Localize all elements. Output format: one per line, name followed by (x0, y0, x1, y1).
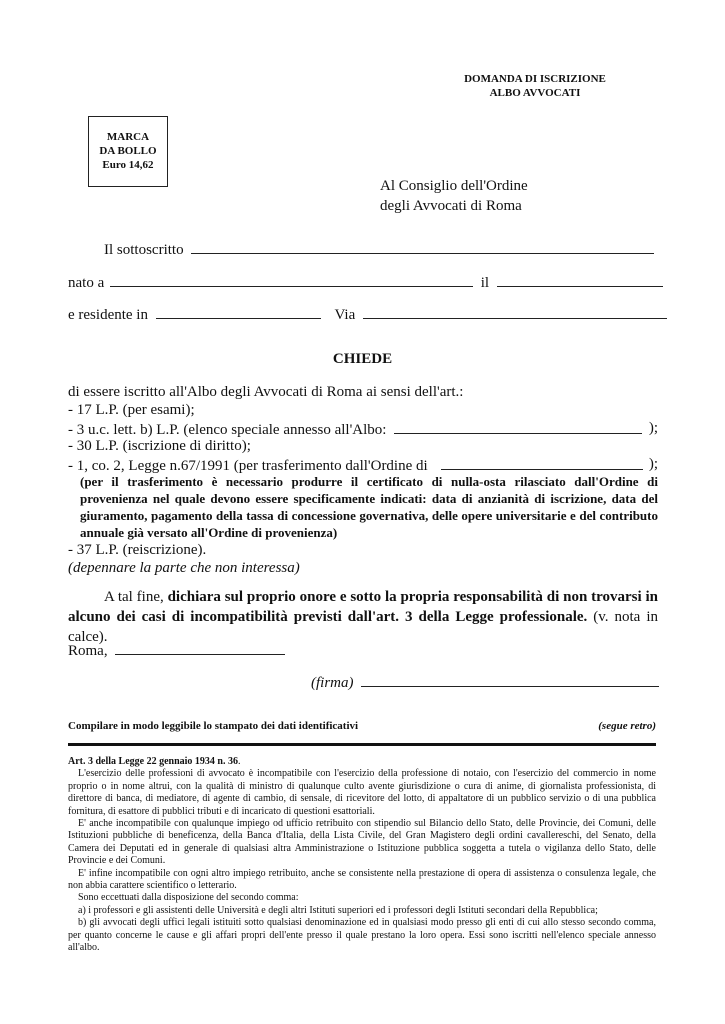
article-paragraph-1: L'esercizio delle professioni di avvocato è incompatibile con l'esercizio della professione di notaio, con l'esercizio del commercio in nome proprio o in nome altrui, con la qualità di ministro di qualunque culto avente giurisdizione o cura di anime, di giornalista professionista, di direttore di banca, di mediatore, di agente di cambio, di sensale, di ricevitore del lotto, di appaltatore di un pubblico servizio o di una pubblica fornitura, di esattore di pubblici tributi e di incaricato di questioni esattoriali. (68, 768, 656, 817)
chiede-heading: CHIEDE (332, 351, 393, 367)
recipient-address (380, 176, 528, 216)
stamp-line2: DA BOLLO (99, 145, 157, 157)
elenco-speciale-field[interactable] (394, 419, 642, 434)
nato-a-label: nato a (68, 275, 105, 291)
nato-row (68, 272, 663, 292)
article-3-note (68, 756, 656, 955)
street-field[interactable] (363, 304, 667, 319)
birthdate-field[interactable] (497, 272, 663, 287)
residence-city-field[interactable] (156, 304, 321, 319)
option-37-lp: - 37 L.P. (reiscrizione). (68, 542, 207, 558)
option-3-lp-close: ); (648, 420, 658, 436)
ordine-provenienza-field[interactable] (441, 455, 643, 470)
article-paragraph-6: b) gli avvocati degli uffici legali istituiti sotto qualsiasi denominazione ed in qualsiasi modo presso gli enti di cui allo stesso secondo comma, per quanto concerne le cause e gli affari propri dell'ente presso il quale prestano la loro opera. Essi sono iscritti nell'elenco speciale annesso all'albo. (68, 917, 656, 954)
sottoscritto-field[interactable] (191, 239, 654, 254)
date-field[interactable] (115, 640, 285, 655)
sottoscritto-label: Il sottoscritto (104, 242, 184, 258)
place-row (68, 640, 285, 660)
article-paragraph-3: E' infine incompatibile con ogni altro impiego retribuito, anche se consistente nella prestazione di opera di assistenza o consulenza legale, che non abbia carattere scientifico o letterario. (68, 867, 656, 892)
recipient-line1: Al Consiglio dell'Ordine (380, 178, 528, 194)
footer-continue: (segue retro) (598, 720, 656, 732)
via-label: Via (334, 307, 356, 323)
residence-row (68, 304, 667, 324)
footer-divider (68, 743, 656, 746)
form-title-line1: DOMANDA DI ISCRIZIONE (464, 73, 606, 85)
birthplace-field[interactable] (110, 272, 473, 287)
depennare-note: (depennare la parte che non interessa) (68, 560, 300, 576)
declaration (68, 587, 658, 647)
article-paragraph-5: a) i professori e gli assistenti delle Università e degli altri Istituti superiori ed i professori degli Istituti secondari della Repubblica; (78, 904, 598, 916)
place-label: Roma, (68, 643, 108, 659)
article-title-end: . (238, 756, 241, 767)
declaration-suffix: (v. nota in calce). (68, 609, 658, 645)
declaration-bold: dichiara sul proprio onore e sotto la propria responsabilità di non trovarsi in alcuno dei casi di incompatibilità previsti dall'art. 3 della Legge professionale. (68, 589, 658, 625)
il-label: il (480, 275, 490, 291)
stamp-line3: Euro 14,62 (102, 159, 154, 171)
signature-field[interactable] (361, 672, 659, 687)
residente-label: e residente in (68, 307, 148, 323)
option-3-lp (68, 419, 658, 437)
declaration-prefix: A tal fine, (104, 589, 164, 605)
article-paragraph-2: E' anche incompatibile con qualunque impiego od ufficio retribuito con stipendio sul Bilancio dello Stato, delle Provincie, dei Comuni, delle Istituzioni pubbliche di beneficenza, della Banca d'Italia, della Lista Civile, del Gran Magistero degli ordini cavallereschi, del Senato, della Camera dei Deputati ed in generale di qualsiasi altra Amministrazione o Istituzione pubblica soggetta a tutela o vigilanza dello Stato, delle Provincie e dei Comuni. (68, 818, 656, 867)
option-30-lp: - 30 L.P. (iscrizione di diritto); (68, 438, 251, 454)
firma-label: (firma) (311, 675, 354, 691)
option-3-lp-label: - 3 u.c. lett. b) L.P. (elenco speciale annesso all'Albo: (68, 422, 387, 438)
option-transfer-close: ); (648, 456, 658, 472)
recipient-line2: degli Avvocati di Roma (380, 198, 522, 214)
option-17-lp: - 17 L.P. (per esami); (68, 402, 195, 418)
sottoscritto-row (104, 239, 654, 259)
option-transfer-label: - 1, co. 2, Legge n.67/1991 (per trasferimento dall'Ordine di (68, 458, 428, 474)
request-section (68, 383, 658, 577)
stamp-line1: MARCA (106, 131, 150, 143)
signature-row (311, 672, 659, 692)
transfer-note: (per il trasferimento è necessario produrre il certificato di nulla-osta rilasciato dall'Ordine di provenienza nel quale devono essere specificamente indicati: data di anzianità di iscrizione, data del giuramento, pagamento della tassa di concessione governativa, delle opere universitarie e del contributo annuale già versato all'Ordine di provenienza) (80, 474, 658, 540)
option-transfer (68, 455, 658, 473)
form-title-line2: ALBO AVVOCATI (489, 87, 581, 99)
form-title (440, 72, 630, 100)
article-title-row (68, 756, 656, 768)
article-title: Art. 3 della Legge 22 gennaio 1934 n. 36 (68, 756, 238, 767)
request-intro: di essere iscritto all'Albo degli Avvocati di Roma ai sensi dell'art.: (68, 384, 464, 400)
article-paragraph-4: Sono eccettuati dalla disposizione del secondo comma: (78, 892, 299, 904)
revenue-stamp-box (88, 116, 168, 187)
footer-instruction: Compilare in modo leggibile lo stampato dei dati identificativi (68, 720, 359, 732)
